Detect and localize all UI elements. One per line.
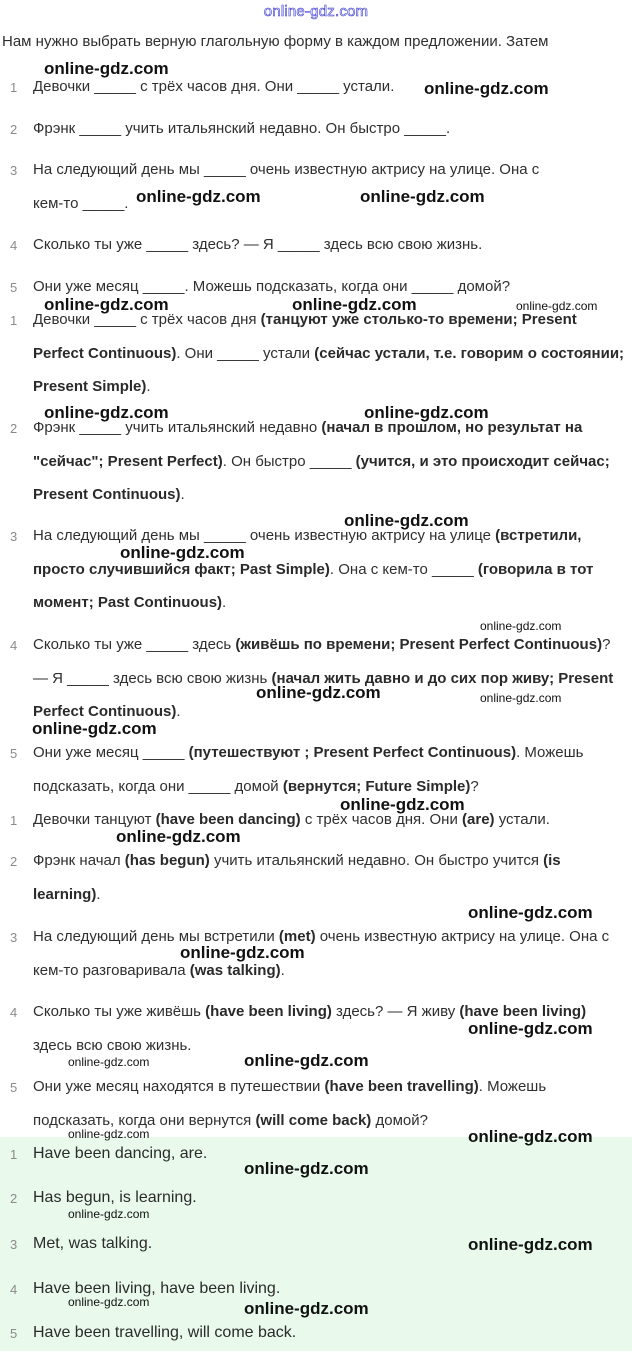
site-header-link[interactable]: online-gdz.com bbox=[263, 3, 369, 20]
filled-item bbox=[10, 920, 626, 988]
filled-text: Они уже месяц находятся в путешествии bbox=[33, 1078, 325, 1095]
watermark: online-gdz.com bbox=[68, 1295, 150, 1309]
task-intro: Нам нужно выбрать верную глагольную форму в каждом предложении. Затем bbox=[2, 33, 549, 50]
explanation-note: (вернутся; Future Simple) bbox=[282, 777, 471, 795]
watermark: online-gdz.com bbox=[424, 79, 549, 98]
watermark: online-gdz.com bbox=[180, 943, 305, 962]
verb-form: (have been living) bbox=[459, 1003, 587, 1020]
watermark: online-gdz.com bbox=[136, 187, 261, 206]
explanation-text: . Он быстро _____ bbox=[222, 452, 356, 470]
answer-text: Met, was talking. bbox=[33, 1235, 153, 1252]
explanation-note: (танцуют уже столько-то времени; Present Perfect Continuous) bbox=[33, 311, 577, 362]
explanation-item bbox=[10, 628, 626, 729]
explanation-text: Девочки _____ с трёх часов дня bbox=[33, 311, 261, 328]
explanation-note: (встретили, просто случившийся факт; Past Simple) bbox=[33, 527, 582, 578]
item-number: 5 bbox=[10, 1326, 18, 1341]
task-text: Девочки _____ с трёх часов дня. Они _____ устали. bbox=[33, 78, 395, 95]
verb-form: (have been dancing) bbox=[155, 811, 301, 828]
watermark: online-gdz.com bbox=[468, 903, 593, 922]
item-number: 4 bbox=[10, 1005, 18, 1020]
explanation-item bbox=[10, 411, 626, 512]
answer-text: Have been living, have been living. bbox=[33, 1280, 281, 1297]
explanation-text: ? bbox=[470, 777, 479, 795]
explanation-item bbox=[10, 736, 626, 803]
item-number: 1 bbox=[10, 813, 18, 828]
filled-item bbox=[10, 844, 626, 912]
task-text: На следующий день мы _____ очень известную актрису на улице. Она с bbox=[33, 161, 540, 178]
watermark: online-gdz.com bbox=[344, 511, 469, 530]
task-item bbox=[10, 228, 626, 263]
item-number: 4 bbox=[10, 638, 18, 653]
filled-text: учить итальянский недавно. Он быстро учится bbox=[209, 852, 544, 869]
item-number: 1 bbox=[10, 1147, 18, 1162]
filled-text: Сколько ты уже живёшь bbox=[33, 1003, 206, 1020]
item-number: 2 bbox=[10, 854, 18, 869]
explanation-note: (начал в прошлом, но результат на "сейчас"; Present Perfect) bbox=[33, 419, 583, 470]
explanation-note: (живёшь по времени; Present Perfect Continuous) bbox=[235, 636, 603, 653]
watermark: online-gdz.com bbox=[44, 59, 169, 78]
filled-text: домой? bbox=[371, 1112, 428, 1129]
explanation-note: (путешествуют ; Present Perfect Continuous) bbox=[188, 744, 517, 761]
filled-text: устали. bbox=[494, 811, 550, 828]
explanation-text: . bbox=[176, 703, 181, 720]
explanation-item bbox=[10, 303, 626, 404]
watermark: online-gdz.com bbox=[480, 619, 562, 633]
explanation-text: Они уже месяц _____ bbox=[33, 744, 189, 761]
watermark: online-gdz.com bbox=[120, 543, 245, 562]
watermark: online-gdz.com bbox=[468, 1235, 593, 1254]
answer-text: Have been dancing, are. bbox=[33, 1145, 208, 1162]
watermark: online-gdz.com bbox=[244, 1159, 369, 1178]
watermark: online-gdz.com bbox=[68, 1207, 150, 1221]
item-number: 5 bbox=[10, 280, 18, 295]
explanation-item bbox=[10, 519, 626, 620]
explanation-text: . bbox=[146, 378, 151, 395]
watermark: online-gdz.com bbox=[292, 295, 417, 314]
filled-text: здесь? — Я живу bbox=[331, 1003, 460, 1020]
filled-item bbox=[10, 803, 626, 838]
explanation-text: Фрэнк _____ учить итальянский недавно bbox=[33, 419, 322, 436]
filled-text: . bbox=[280, 962, 285, 979]
filled-text: очень известную актрису на улице. Она с кем-то разговаривала bbox=[33, 928, 610, 979]
filled-text: . bbox=[96, 886, 101, 903]
item-number: 3 bbox=[10, 1237, 18, 1252]
task-text: Они уже месяц _____. Можешь подсказать, когда они _____ домой? bbox=[33, 278, 511, 295]
watermark: online-gdz.com bbox=[68, 1055, 150, 1069]
watermark: online-gdz.com bbox=[244, 1299, 369, 1318]
watermark: online-gdz.com bbox=[116, 827, 241, 846]
verb-form: (met) bbox=[278, 928, 316, 945]
verb-form: (are) bbox=[462, 811, 495, 828]
explanation-text: Сколько ты уже _____ здесь bbox=[33, 636, 236, 653]
item-number: 1 bbox=[10, 80, 18, 95]
item-number: 2 bbox=[10, 122, 18, 137]
explanation-note: (начал жить давно и до сих пор живу; Present Perfect Continuous) bbox=[33, 669, 614, 720]
watermark: online-gdz.com bbox=[468, 1127, 593, 1146]
explanation-text: . Она с кем-то _____ bbox=[329, 560, 478, 578]
verb-form: (was talking) bbox=[189, 962, 281, 979]
verb-form: (have been living) bbox=[205, 1003, 332, 1020]
item-number: 4 bbox=[10, 1282, 18, 1297]
watermark: online-gdz.com bbox=[44, 403, 169, 422]
item-number: 3 bbox=[10, 529, 18, 544]
explanation-text: . Они _____ устали bbox=[176, 344, 315, 362]
item-number: 4 bbox=[10, 238, 18, 253]
item-number: 5 bbox=[10, 746, 18, 761]
verb-form: (will come back) bbox=[255, 1112, 372, 1129]
watermark: online-gdz.com bbox=[32, 719, 157, 738]
watermark: online-gdz.com bbox=[340, 795, 465, 814]
filled-text: Фрэнк начал bbox=[33, 852, 125, 869]
item-number: 3 bbox=[10, 163, 18, 178]
watermark: online-gdz.com bbox=[256, 683, 381, 702]
explanation-text: . Можешь подсказать, когда они _____ домой bbox=[33, 744, 584, 795]
explanation-text: . bbox=[180, 486, 185, 503]
verb-form: (has begun) bbox=[124, 852, 210, 869]
explanation-note: (учится, и это происходит сейчас; Present Continuous) bbox=[33, 452, 610, 503]
task-text: Сколько ты уже _____ здесь? — Я _____ здесь всю свою жизнь. bbox=[33, 236, 483, 253]
watermark: online-gdz.com bbox=[44, 295, 169, 314]
item-number: 2 bbox=[10, 1191, 18, 1206]
explanation-note: (сейчас устали, т.е. говорим о состоянии; Present Simple) bbox=[33, 344, 625, 395]
verb-form: (have been travelling) bbox=[324, 1078, 479, 1095]
explanation-text: . bbox=[222, 594, 227, 611]
item-number: 5 bbox=[10, 1080, 18, 1095]
explanation-text: На следующий день мы _____ очень известную актрису на улице bbox=[33, 527, 496, 544]
item-number: 1 bbox=[10, 313, 18, 328]
watermark: online-gdz.com bbox=[516, 299, 598, 313]
filled-text: с трёх часов дня. Они bbox=[300, 811, 463, 828]
answer-text: Has begun, is learning. bbox=[33, 1189, 197, 1206]
filled-text: Девочки танцуют bbox=[33, 811, 156, 828]
watermark: online-gdz.com bbox=[360, 187, 485, 206]
filled-text: . Можешь подсказать, когда они вернутся bbox=[33, 1078, 547, 1129]
watermark: online-gdz.com bbox=[480, 691, 562, 705]
answer-item bbox=[10, 1315, 626, 1352]
verb-form: (is learning) bbox=[33, 852, 561, 903]
watermark: online-gdz.com bbox=[244, 1051, 369, 1070]
task-item bbox=[10, 112, 626, 147]
watermark: online-gdz.com bbox=[68, 1127, 150, 1141]
task-text: кем-то _____. bbox=[33, 195, 129, 212]
watermark: online-gdz.com bbox=[468, 1019, 593, 1038]
item-number: 2 bbox=[10, 421, 18, 436]
task-item bbox=[10, 153, 626, 221]
explanation-note: (говорила в тот момент; Past Continuous) bbox=[33, 560, 594, 611]
task-text: Фрэнк _____ учить итальянский недавно. Он быстро _____. bbox=[33, 120, 451, 137]
explanation-text: ? — Я _____ здесь всю свою жизнь bbox=[33, 636, 611, 687]
filled-text: здесь всю свою жизнь. bbox=[33, 1037, 192, 1054]
watermark: online-gdz.com bbox=[364, 403, 489, 422]
item-number: 3 bbox=[10, 930, 18, 945]
answer-text: Have been travelling, will come back. bbox=[33, 1324, 297, 1341]
filled-text: На следующий день мы встретили bbox=[33, 928, 279, 945]
